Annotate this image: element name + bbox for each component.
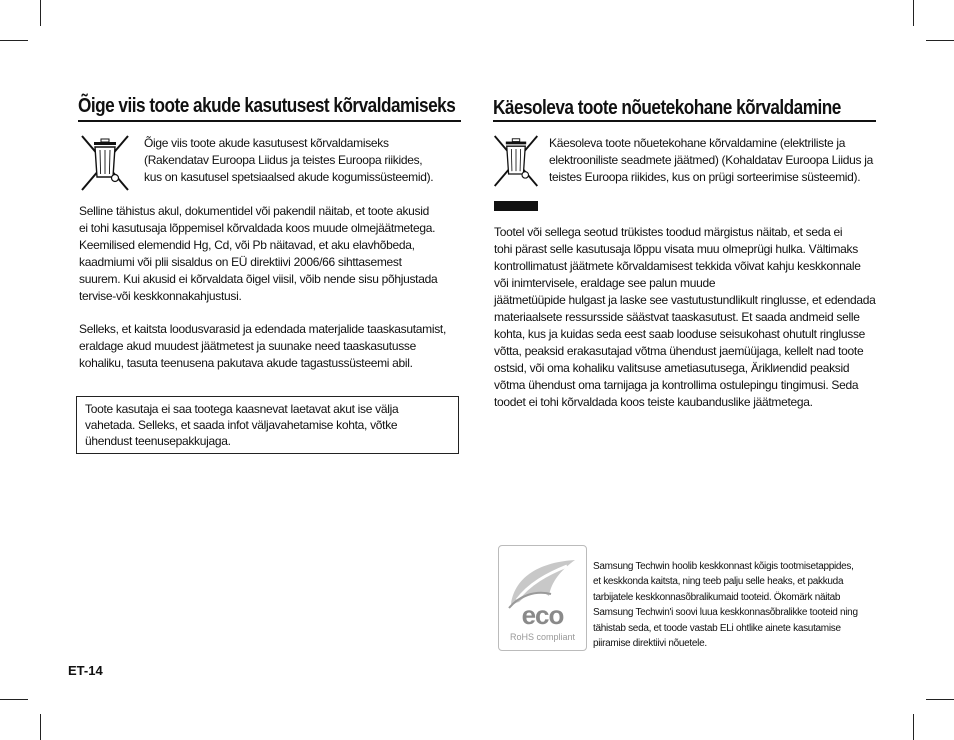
crop-mark [0,699,28,700]
paragraph-line: või inimtervisele, eraldage see palun muude [494,276,716,290]
eco-line: Samsung Techwin hoolib keskkonnast kõigis tootmisetappides, [593,561,854,572]
notice-line: vahetada. Selleks, et saada infot väljavahetamise kohta, võtke [85,418,398,432]
crop-mark [0,40,28,41]
paragraph-line: materiaalsete ressursside säästvat taaskasutust. Et saada andmeid selle [494,310,860,324]
paragraph-line: võtma ühendust oma tarnijaga ja kontrollima ostulepingu tingimusi. Seda [494,378,859,392]
crop-mark [926,699,954,700]
left-paragraph-2 [79,321,469,372]
paragraph-line: tohi pärast selle kasutusaja lõppu visata muu olmeprügi hulka. Vältimaks [494,242,858,256]
paragraph-line: Selleks, et kaitsta loodusvarasid ja edendada materjalide taaskasutamist, [79,322,446,336]
crop-mark [40,714,41,740]
paragraph-line: ostsid, või oma kohaliku valitsuse ametiasutusega, Äriklиendid peaksid [494,361,850,375]
eco-word: eco [521,600,564,630]
notice-line: Toote kasutaja ei saa tootega kaasnevat laetavat akut ise välja [85,402,399,416]
crop-mark [40,0,41,26]
caption-line: (Rakendatav Euroopa Liidus ja teistes Euroopa riikides, [144,153,423,167]
crossed-out-bin-icon [491,133,541,189]
crop-mark [913,0,914,26]
paragraph-line: Tootel või sellega seotud trükistes toodud märgistus näitab, et seda ei [494,225,843,239]
rohs-compliant-label: RoHS compliant [509,632,576,642]
caption-line: teistes Euroopa riikides, kus on prügi sorteerimise süsteemid). [549,170,861,184]
notice-line: ühendust teenusepakkujaga. [85,434,231,448]
paragraph-line: Selline tähistus akul, dokumentidel või pakendil näitab, et toote akusid [79,204,429,218]
paragraph-line: tervise-või keskkonnakahjustusi. [79,289,242,303]
paragraph-line: jäätmetüüpide hulgast ja laske see vastutustundlikult ringlusse, et edendada [494,293,876,307]
paragraph-line: kaadmiumi või plii sisaldus on EÜ direktiivi 2006/66 sihttasemest [79,255,402,269]
paragraph-line: võtta, peaksid erakasutajad võtma ühendust jaemüüjaga, kellelt nad toote [494,344,864,358]
crop-mark [913,714,914,740]
caption-line: kus on kasutusel spetsiaalsed akude kogumissüsteemid). [144,170,434,184]
right-icon-caption [549,135,889,186]
eco-logo [498,545,587,651]
paragraph-line: ei tohi kasutusaja lõppemisel kõrvaldada koos muude olmejäätmetega. [79,221,436,235]
eco-line: piiramise direktiivi nõuetele. [593,638,707,650]
paragraph-line: Keemilised elemendid Hg, Cd, või Pb näitavad, et aku elavhõbeda, [79,238,415,252]
weee-black-bar [494,201,538,211]
left-section-title: Õige viis toote akude kasutusest kõrvaldamiseks [78,95,456,117]
paragraph-line: suurem. Kui akusid ei kõrvaldata õigel viisil, võib nende sisu põhjustada [79,272,438,286]
paragraph-line: toodet ei tohi kõrvaldada koos teiste kaubanduslike jäätmetega. [494,395,813,409]
left-paragraph-1 [79,203,469,305]
crop-mark [926,40,954,41]
left-title-rule [78,120,461,122]
caption-line: Õige viis toote akude kasutusest kõrvaldamiseks [144,136,389,150]
left-icon-caption [144,135,464,186]
right-section-title: Käesoleva toote nõuetekohane kõrvaldamine [493,97,841,119]
caption-line: elektrooniliste seadmete jäätmed) (Kohaldatav Euroopa Liidus ja [549,153,873,167]
eco-line: tähistab seda, et toode vastab ELi ohtlike ainete kasutamise [593,622,841,634]
battery-notice-box [76,396,459,454]
paragraph-line: eraldage akud muudest jäätmetest ja suunake need taaskasutusse [79,339,416,353]
right-paragraph [494,224,889,411]
paragraph-line: kontrollimatust jäätmete kõrvaldamisest tekkida võivat kahju keskkonnale [494,259,861,273]
eco-line: Samsung Techwin'i soovi luua keskkonnasõbralikke tooteid ning [593,607,858,619]
caption-line: Käesoleva toote nõuetekohane kõrvaldamine (elektriliste ja [549,136,846,150]
eco-line: tarbijatele keskkonnasõbralikumaid tooteid. Ökomärk näitab [593,591,841,603]
page-number: ET-14 [68,663,103,678]
eco-description [593,559,883,651]
paragraph-line: kohta, kus ja kuidas seda eest saab looduse seisukohast ohutult ringlusse [494,327,866,341]
crossed-out-bin-icon [78,133,132,193]
paragraph-line: kohaliku, tasuta teenusena pakutava akude tagastussüsteemi abil. [79,356,413,370]
right-title-rule [493,120,876,122]
eco-line: et keskkonda kaitsta, ning teeb palju selle heaks, et pakkuda [593,576,844,588]
